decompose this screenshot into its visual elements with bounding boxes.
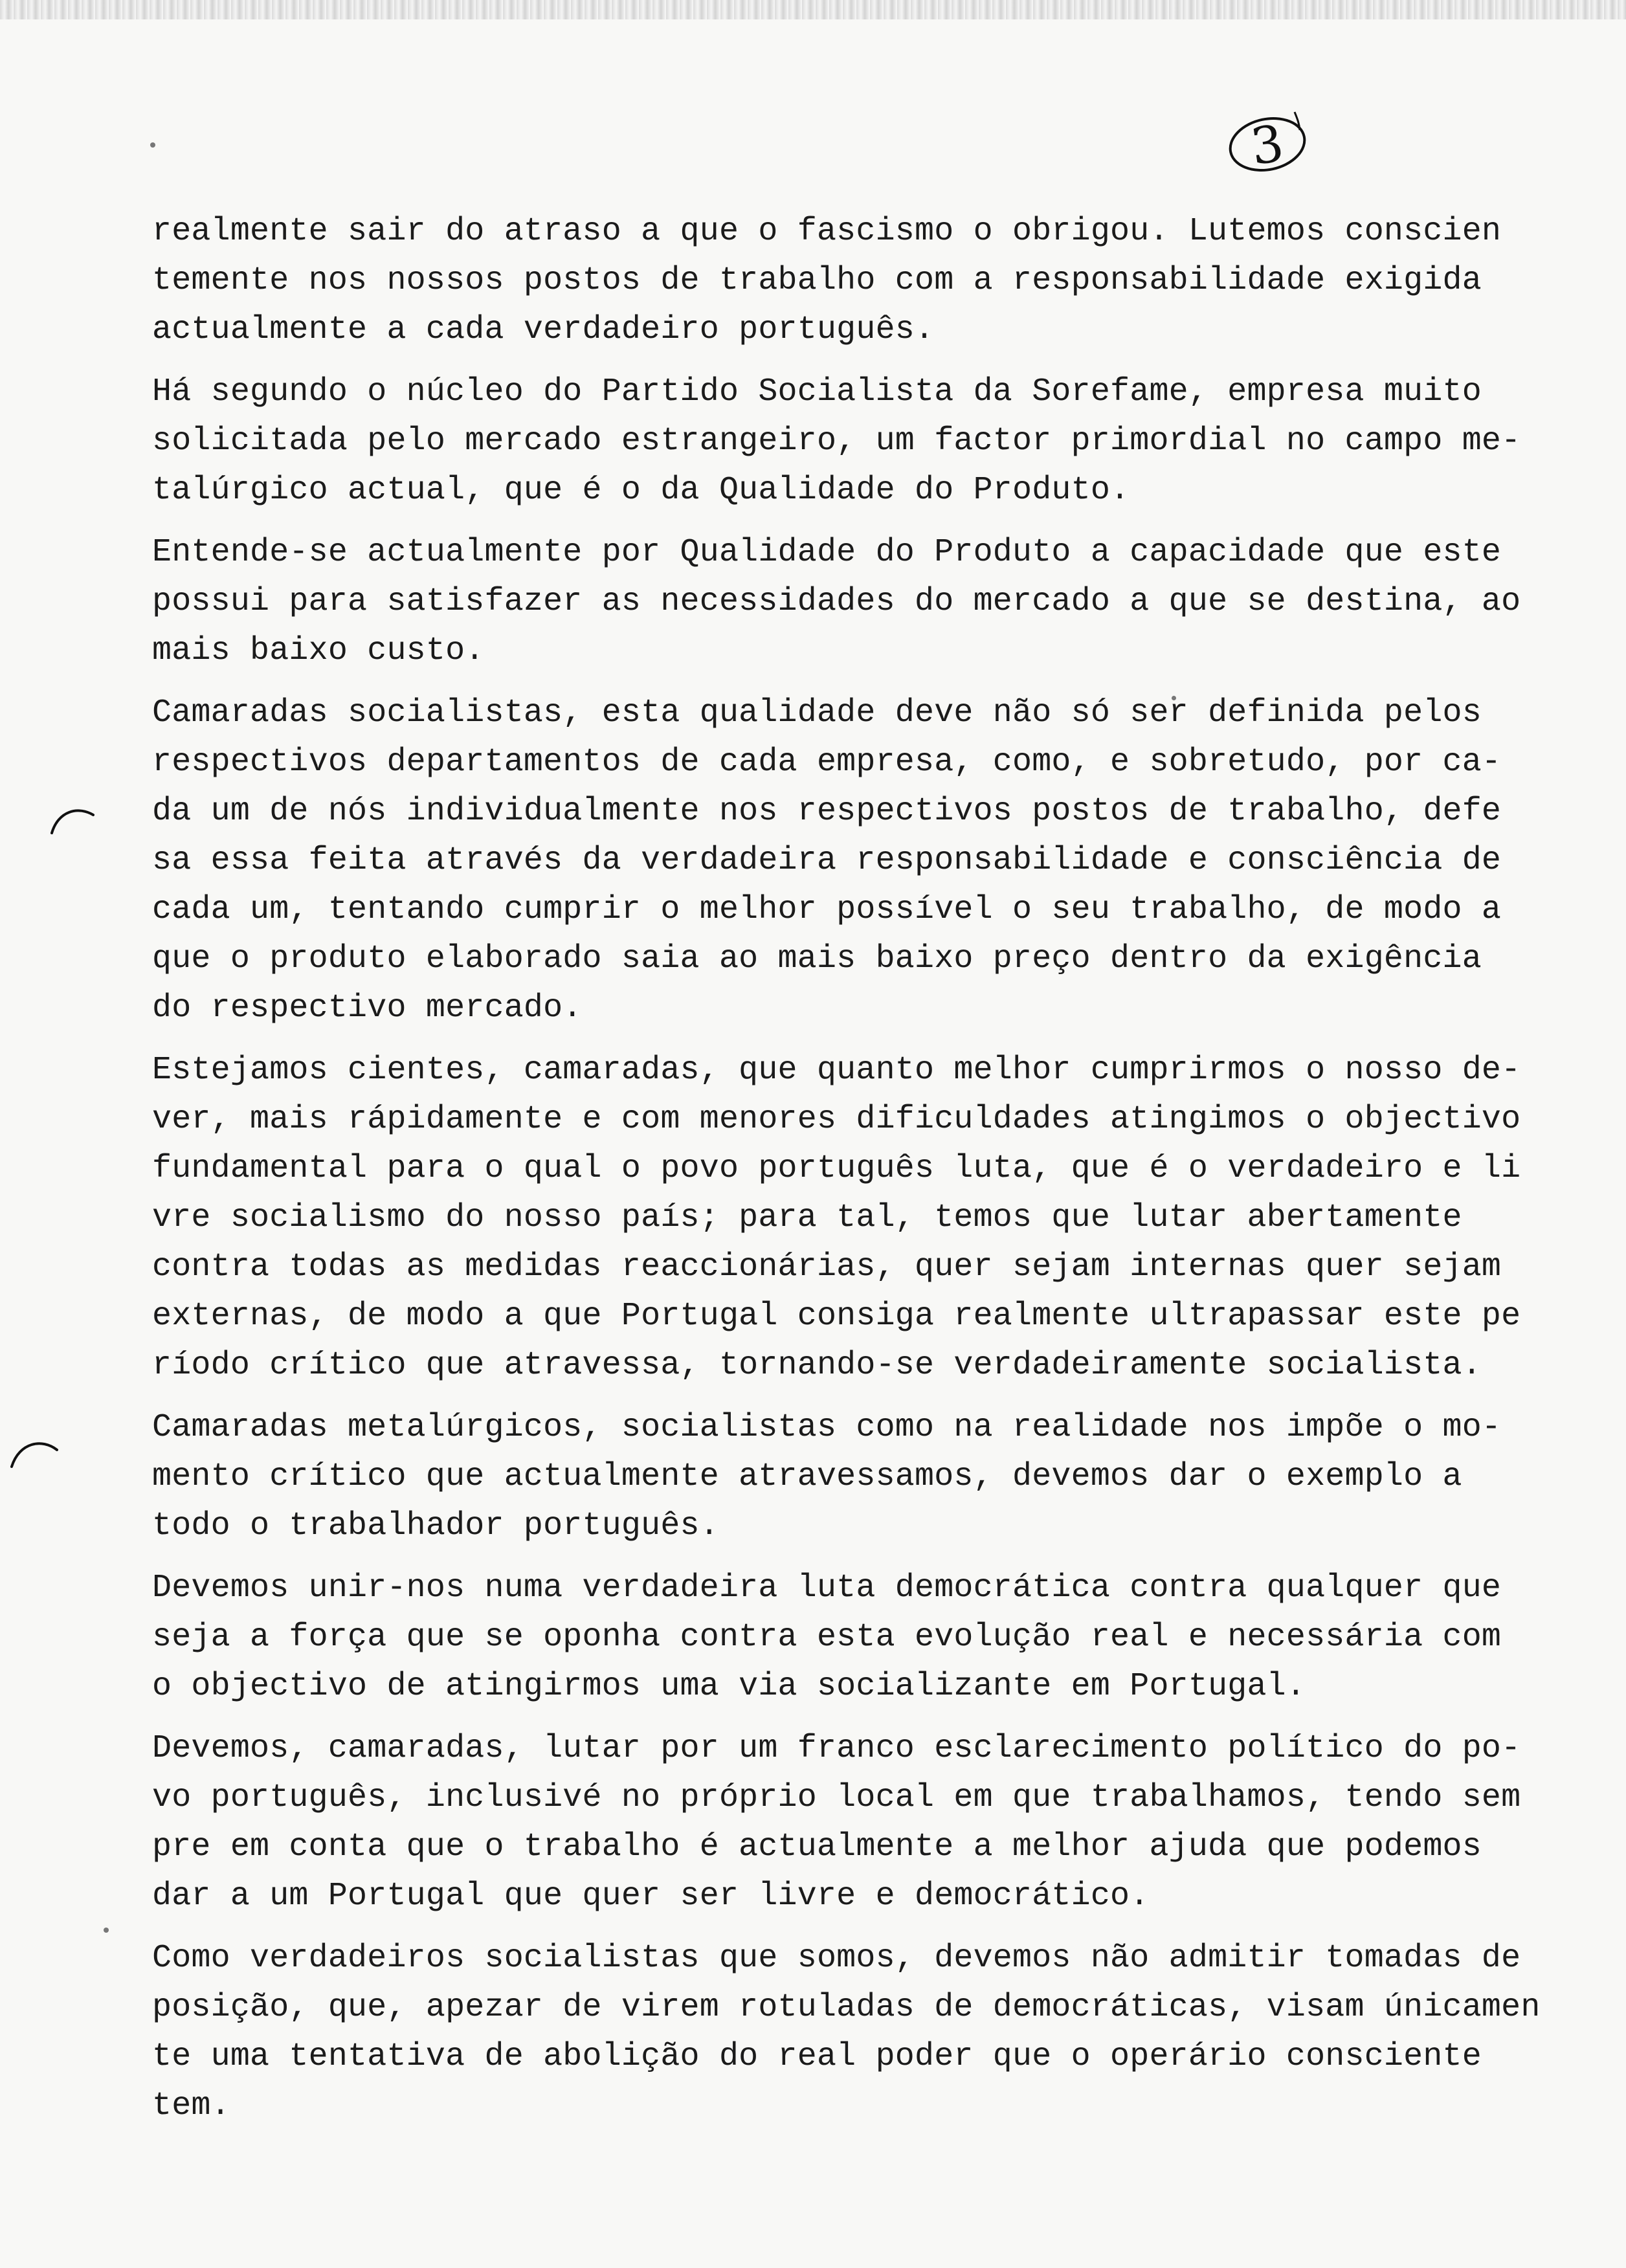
text-line: dar a um Portugal que quer ser livre e democrático. — [152, 1878, 1150, 1915]
text-line: externas, de modo a que Portugal consiga realmente ultrapassar este pe — [152, 1298, 1521, 1335]
text-line: Estejamos cientes, camaradas, que quanto melhor cumprirmos o nosso de- — [152, 1052, 1521, 1089]
paragraph — [152, 1724, 1534, 1921]
paragraph — [152, 689, 1534, 1033]
paragraph — [152, 207, 1534, 355]
text-line: Devemos, camaradas, lutar por um franco esclarecimento político do po- — [152, 1730, 1521, 1767]
text-line: Camaradas metalúrgicos, socialistas como na realidade nos impõe o mo- — [152, 1409, 1502, 1446]
text-line: ríodo crítico que atravessa, tornando-se verdadeiramente socialista. — [152, 1347, 1482, 1384]
ink-speck — [150, 142, 155, 148]
text-line: possui para satisfazer as necessidades do mercado a que se destina, ao — [152, 583, 1521, 620]
text-line: pre em conta que o trabalho é actualmente a melhor ajuda que podemos — [152, 1829, 1482, 1865]
text-line: vre socialismo do nosso país; para tal, temos que lutar abertamente — [152, 1199, 1462, 1236]
text-line: temente nos nossos postos de trabalho com a responsabilidade exigida — [152, 262, 1482, 299]
text-line: o objectivo de atingirmos uma via socializante em Portugal. — [152, 1668, 1306, 1705]
text-line: Entende-se actualmente por Qualidade do Produto a capacidade que este — [152, 534, 1502, 571]
text-line: contra todas as medidas reaccionárias, quer sejam internas quer sejam — [152, 1249, 1502, 1285]
ink-speck — [104, 1928, 109, 1933]
text-line: da um de nós individualmente nos respectivos postos de trabalho, defe — [152, 793, 1502, 830]
document-body — [152, 207, 1541, 2144]
text-line: que o produto elaborado saia ao mais baixo preço dentro da exigência — [152, 940, 1482, 977]
text-line: Há segundo o núcleo do Partido Socialista da Sorefame, empresa muito — [152, 373, 1482, 410]
text-line: realmente sair do atraso a que o fascismo o obrigou. Lutemos conscien — [152, 213, 1502, 250]
paragraph — [152, 1564, 1534, 1711]
text-line: todo o trabalhador português. — [152, 1507, 719, 1544]
margin-arc-mark — [6, 1430, 65, 1476]
page-number-badge — [1223, 107, 1314, 184]
text-line: Como verdadeiros socialistas que somos, devemos não admitir tomadas de — [152, 1940, 1521, 1977]
paragraph — [152, 1046, 1534, 1390]
text-line: mais baixo custo. — [152, 632, 485, 669]
text-line: cada um, tentando cumprir o melhor possível o seu trabalho, de modo a — [152, 891, 1502, 928]
margin-arc-mark — [47, 799, 105, 845]
text-line: actualmente a cada verdadeiro português. — [152, 311, 935, 348]
scan-top-edge — [0, 0, 1626, 19]
text-line: mento crítico que actualmente atravessamos, devemos dar o exemplo a — [152, 1458, 1462, 1495]
text-line: vo português, inclusivé no próprio local em que trabalhamos, tendo sem — [152, 1779, 1521, 1816]
text-line: ver, mais rápidamente e com menores dificuldades atingimos o objectivo — [152, 1101, 1521, 1138]
page-number-text: 3 — [1247, 114, 1287, 177]
paragraph — [152, 528, 1534, 676]
text-line: tem. — [152, 2087, 230, 2124]
text-line: Camaradas socialistas, esta qualidade deve não só ser definida pelos — [152, 695, 1482, 731]
paragraph — [152, 1403, 1534, 1551]
text-line: posição, que, apezar de virem rotuladas de democráticas, visam únicamen — [152, 1989, 1541, 2026]
text-line: seja a força que se oponha contra esta evolução real e necessária com — [152, 1619, 1502, 1656]
text-line: solicitada pelo mercado estrangeiro, um factor primordial no campo me- — [152, 423, 1521, 460]
text-line: respectivos departamentos de cada empresa, como, e sobretudo, por ca- — [152, 744, 1502, 781]
paragraph — [152, 368, 1534, 515]
text-line: sa essa feita através da verdadeira responsabilidade e consciência de — [152, 842, 1502, 879]
paragraph — [152, 1934, 1541, 2131]
text-line: fundamental para o qual o povo português luta, que é o verdadeiro e li — [152, 1150, 1521, 1187]
text-line: Devemos unir-nos numa verdadeira luta democrática contra qualquer que — [152, 1570, 1502, 1606]
text-line: do respectivo mercado. — [152, 990, 583, 1027]
text-line: te uma tentativa de abolição do real poder que o operário consciente — [152, 2038, 1482, 2075]
text-line: talúrgico actual, que é o da Qualidade do Produto. — [152, 472, 1130, 509]
